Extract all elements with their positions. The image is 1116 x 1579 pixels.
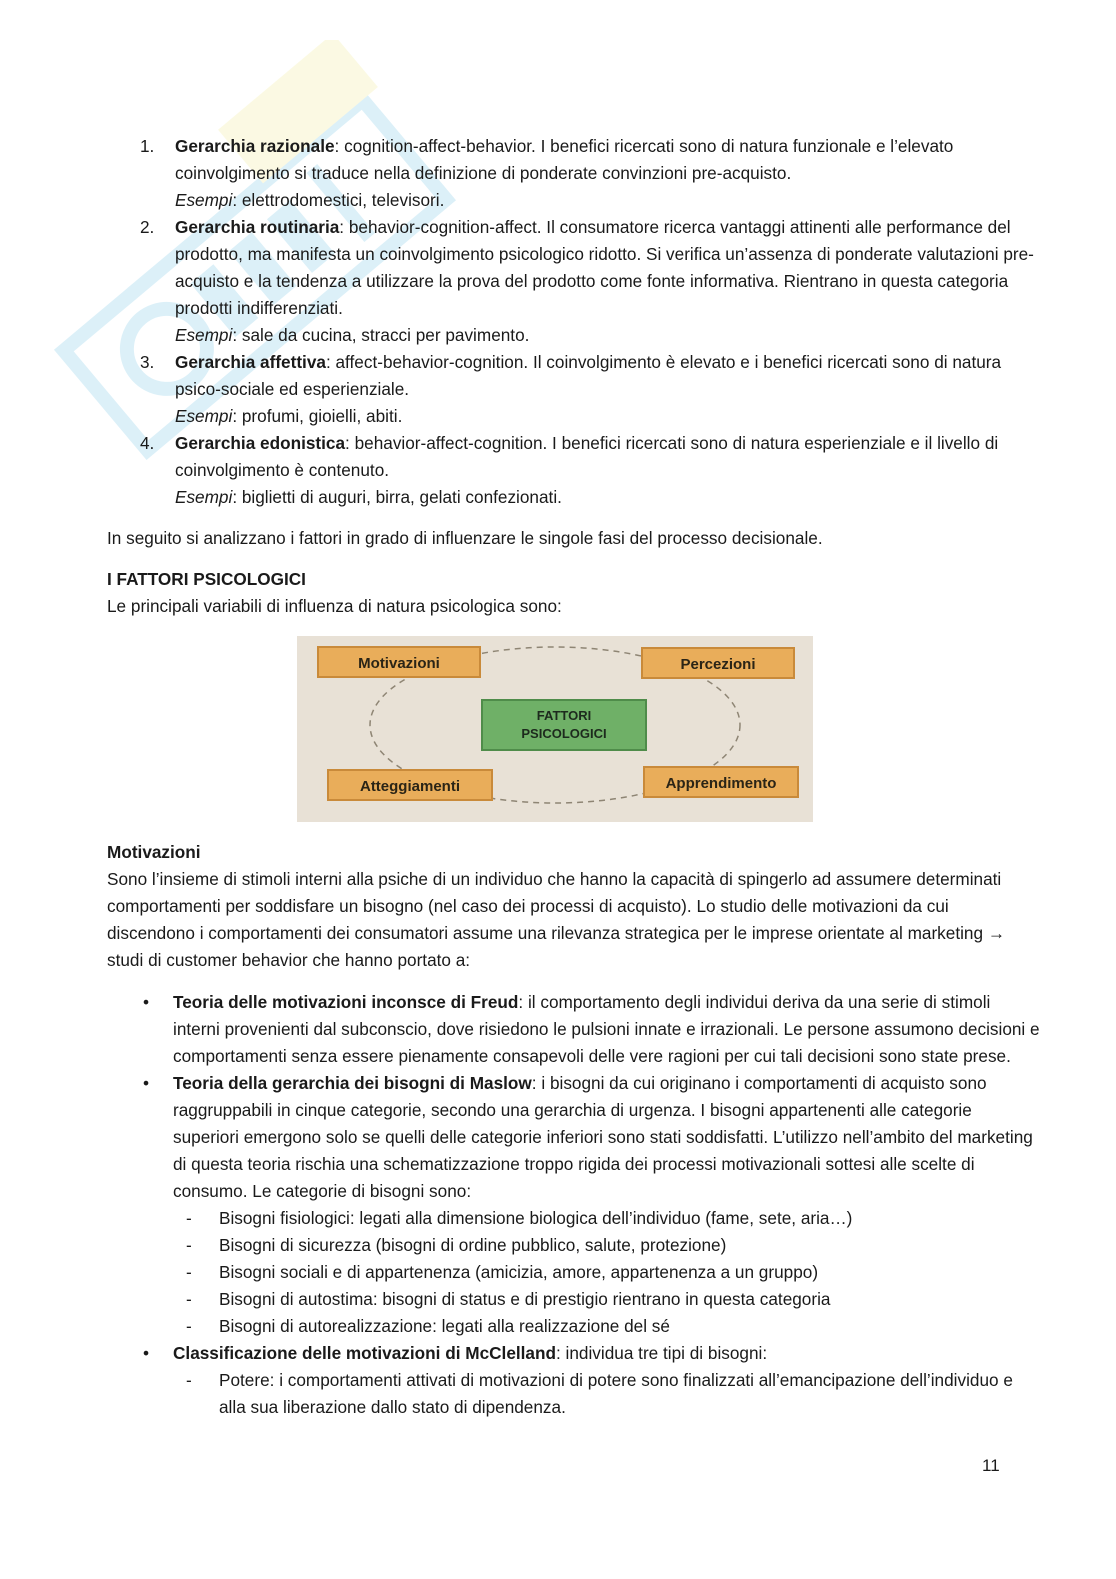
theories-list: [140, 989, 1040, 1421]
list-item: [140, 214, 1040, 349]
list-number: 2.: [140, 217, 155, 237]
sub-list-item: - Potere: i comportamenti attivati di motivazioni di potere sono finalizzati all’emancipazione dell’individuo e alla sua liberazione dallo stato di dipendenza.: [173, 1367, 1040, 1421]
dash-icon: -: [186, 1208, 192, 1228]
section-heading: I FATTORI PSICOLOGICI: [107, 569, 306, 589]
sub-list-item: - Bisogni di autorealizzazione: legati alla realizzazione del sé: [173, 1313, 1040, 1340]
item-title: Gerarchia razionale: [175, 136, 335, 156]
center-line-2: PSICOLOGICI: [521, 726, 607, 741]
page-number: 11: [982, 1456, 1000, 1475]
list-item: [140, 1070, 1040, 1340]
item-title: Gerarchia affettiva: [175, 352, 326, 372]
center-box: [481, 699, 647, 751]
intro-paragraph: In seguito si analizzano i fattori in grado di influenzare le singole fasi del processo decisionale.: [107, 528, 823, 548]
center-line-1: FATTORI: [536, 708, 592, 723]
sub-list-item: - Bisogni fisiologici: legati alla dimensione biologica dell’individuo (fame, sete, aria…): [173, 1205, 1040, 1232]
item-text: : affect-behavior-cognition. Il coinvolgimento è elevato e i benefici ricercati sono di natura psico-sociale ed esperienziale.: [175, 352, 1002, 399]
arrow-icon: →: [987, 923, 1006, 943]
item-text: : individua tre tipi di bisogni:: [556, 1343, 768, 1363]
sub-list-item: - Bisogni di autostima: bisogni di status e di prestigio rientrano in questa categoria: [173, 1286, 1040, 1313]
item-text: : cognition-affect-behavior. I benefici ricercati sono di natura funzionale e l’elevato coinvolgimento si traduce nella definizione di ponderate convinzioni pre-acquisto.: [175, 136, 954, 183]
item-text: : il comportamento degli individui deriva da una serie di stimoli interni provenienti dal subconscio, dove risiedono le pulsioni innate e irrazionali. Le persone assumono decisioni e comportamenti senza essere pienamente consapevoli delle vere ragioni per cui tali decisioni sono state prese.: [173, 992, 1040, 1066]
dash-icon: -: [186, 1262, 192, 1282]
item-title: Teoria della gerarchia dei bisogni di Maslow: [173, 1073, 532, 1093]
item-text: : behavior-affect-cognition. I benefici ricercati sono di natura esperienziale e il livello di coinvolgimento è contenuto.: [175, 433, 999, 480]
box-apprendimento: Apprendimento: [643, 766, 799, 798]
motivazioni-paragraph: Sono l’insieme di stimoli interni alla psiche di un individuo che hanno la capacità di spingerlo ad assumere determinati comportamenti per soddisfare un bisogno (nel caso dei processi di acquisto). Lo studio delle motivazioni da cui discendono i comportamenti dei consumatori assume una rilevanza strategica per le imprese orientate al marketing → studi di customer behavior che hanno portato a:: [107, 869, 1006, 970]
list-number: 4.: [140, 433, 155, 453]
item-title: Gerarchia routinaria: [175, 217, 340, 237]
list-item: [140, 430, 1040, 511]
examples-text: : profumi, gioielli, abiti.: [232, 406, 403, 426]
list-number: 1.: [140, 136, 155, 156]
dash-icon: -: [186, 1370, 192, 1390]
list-item: [140, 349, 1040, 430]
item-title: Teoria delle motivazioni inconsce di Freud: [173, 992, 519, 1012]
examples-text: : biglietti di auguri, birra, gelati confezionati.: [232, 487, 562, 507]
bullet-icon: •: [142, 1343, 150, 1363]
list-item: [140, 133, 1040, 214]
examples-label: Esempi: [175, 487, 233, 507]
item-title: Classificazione delle motivazioni di McClelland: [173, 1343, 556, 1363]
section-intro: Le principali variabili di influenza di natura psicologica sono:: [107, 596, 562, 616]
hierarchy-list: [140, 133, 1040, 511]
bullet-icon: •: [142, 992, 150, 1012]
item-text: : i bisogni da cui originano i comportamenti di acquisto sono raggruppabili in cinque categorie, secondo una gerarchia di urgenza. I bisogni appartenenti alle categorie superiori emergono solo se quelli delle categorie inferiori sono stati soddisfatti. L’utilizzo nell’ambito del marketing di questa teoria rischia una schematizzazione troppo rigida dei processi motivazionali sottesi alle scelte di consumo. Le categorie di bisogni sono:: [173, 1073, 1033, 1201]
motivazioni-heading: Motivazioni: [107, 842, 201, 862]
item-text: : behavior-cognition-affect. Il consumatore ricerca vantaggi attinenti alle performance del prodotto, ma manifesta un coinvolgimento psicologico ridotto. Si verifica un’assenza di ponderate valutazioni pre-acquisto e la tendenza a utilizzare la prova del prodotto come fonte informativa. Rientrano in questa categoria prodotti indifferenziati.: [175, 217, 1034, 318]
box-percezioni: Percezioni: [641, 647, 795, 679]
dash-icon: -: [186, 1235, 192, 1255]
dash-icon: -: [186, 1289, 192, 1309]
item-title: Gerarchia edonistica: [175, 433, 346, 453]
box-atteggiamenti: Atteggiamenti: [327, 769, 493, 801]
dash-icon: -: [186, 1316, 192, 1336]
list-number: 3.: [140, 352, 155, 372]
psychological-factors-diagram: [297, 636, 813, 822]
examples-text: : sale da cucina, stracci per pavimento.: [232, 325, 530, 345]
examples-label: Esempi: [175, 190, 233, 210]
sub-list-item: - Bisogni di sicurezza (bisogni di ordine pubblico, salute, protezione): [173, 1232, 1040, 1259]
box-motivazioni: Motivazioni: [317, 646, 481, 678]
examples-label: Esempi: [175, 325, 233, 345]
bullet-icon: •: [142, 1073, 150, 1093]
list-item: [140, 1340, 1040, 1421]
examples-text: : elettrodomestici, televisori.: [232, 190, 445, 210]
sub-list-item: - Bisogni sociali e di appartenenza (amicizia, amore, appartenenza a un gruppo): [173, 1259, 1040, 1286]
examples-label: Esempi: [175, 406, 233, 426]
list-item: [140, 989, 1040, 1070]
